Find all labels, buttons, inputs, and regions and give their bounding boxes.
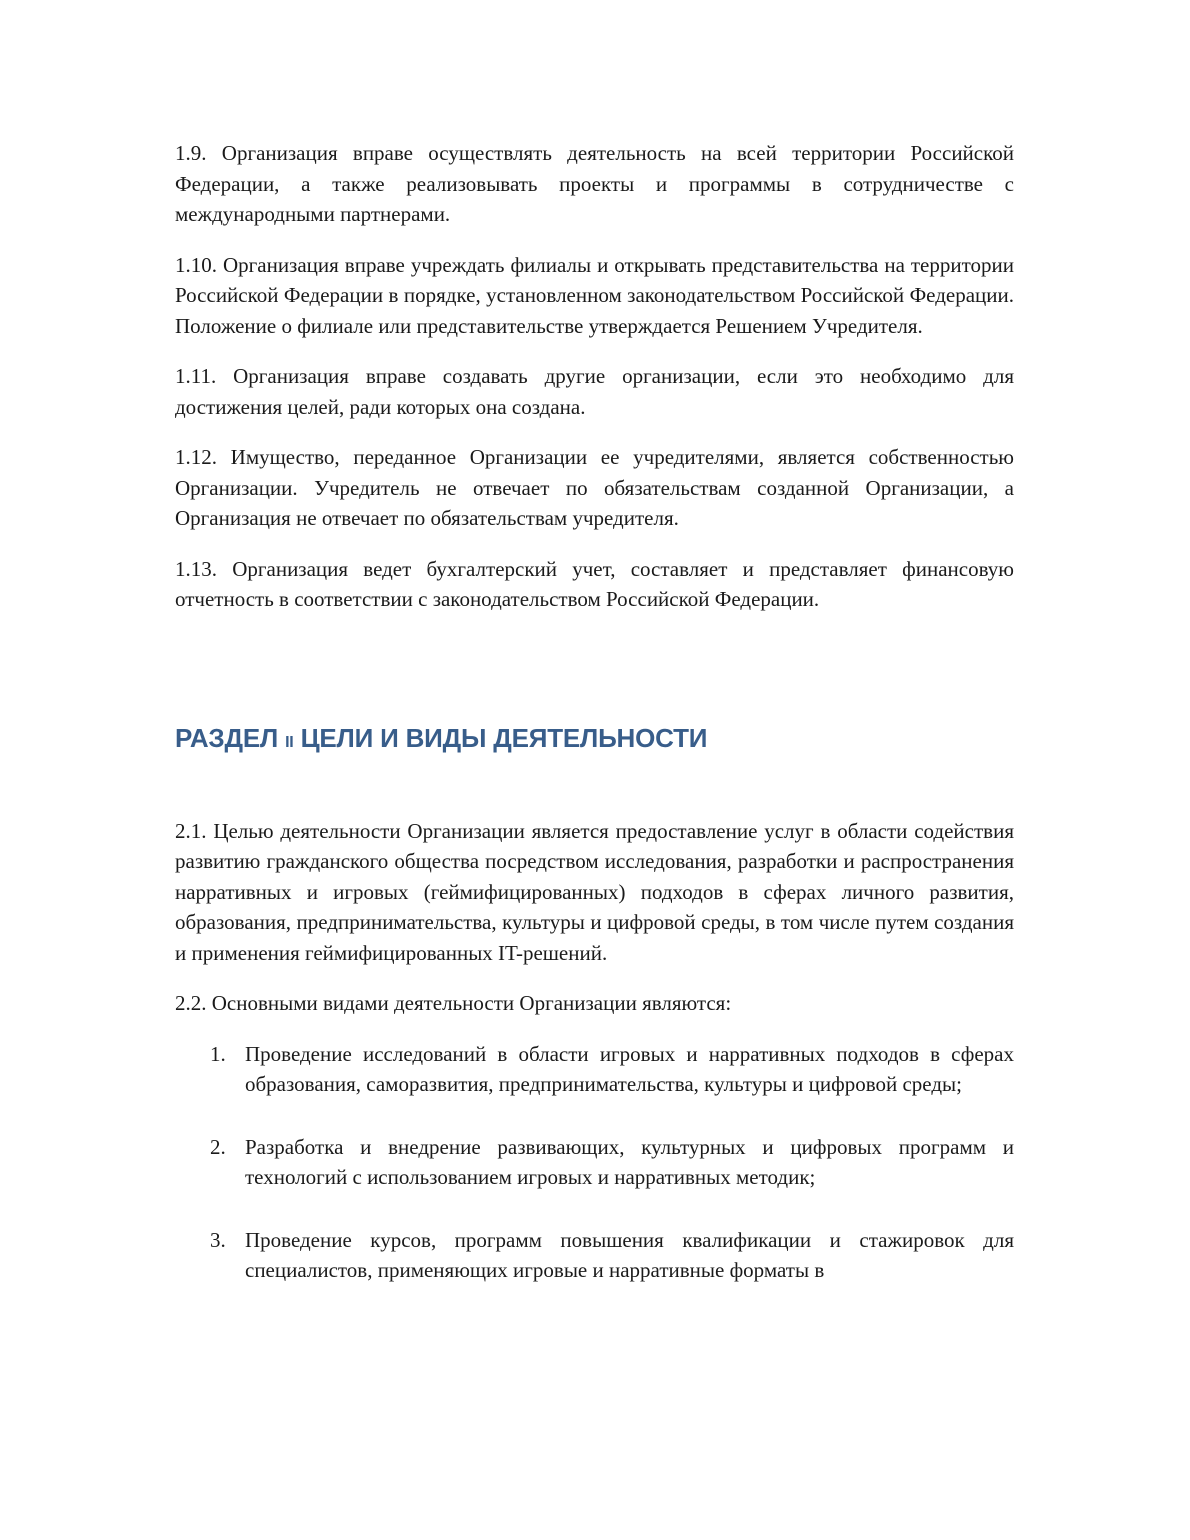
list-item-text: Разработка и внедрение развивающих, культурных и цифровых программ и технологий с использованием игровых и нарративных методик; [245, 1134, 1014, 1189]
list-item-number: 3. [210, 1227, 226, 1252]
heading-suffix: ЦЕЛИ И ВИДЫ ДЕЯТЕЛЬНОСТИ [293, 722, 708, 753]
paragraph-1-9: 1.9. Организация вправе осуществлять деятельность на всей территории Российской Федерации, а также реализовывать проекты и программы в сотрудничестве с международными партнерами. [175, 141, 1014, 226]
list-item-number: 2. [210, 1134, 226, 1159]
heading-roman-numeral: II [285, 733, 294, 751]
heading-prefix: РАЗДЕЛ [175, 722, 286, 753]
paragraph-1-10: 1.10. Организация вправе учреждать филиалы и открывать представительства на территории Российской Федерации в порядке, установленном законодательством Российской Федерации. Положение о филиале или представительстве утверждается Решением Учредителя. [175, 252, 1014, 338]
list-item [175, 1225, 1014, 1286]
section-2-heading [175, 721, 1014, 760]
list-item [175, 1039, 1014, 1100]
list-item-number: 1. [210, 1041, 226, 1066]
paragraph-1-13: 1.13. Организация ведет бухгалтерский учет, составляет и представляет финансовую отчетность в соответствии с законодательством Российской Федерации. [175, 556, 1014, 611]
paragraph-2-2: 2.2. Основными видами деятельности Организации являются: [175, 991, 732, 1015]
activities-list [175, 1039, 1014, 1286]
paragraph-1-12: 1.12. Имущество, переданное Организации ее учредителями, является собственностью Организации. Учредитель не отвечает по обязательствам созданной Организации, а Организация не отвечает по обязательствам учредителя. [175, 445, 1014, 530]
list-item-text: Проведение исследований в области игровых и нарративных подходов в сферах образования, саморазвития, предпринимательства, культуры и цифровой среды; [245, 1041, 1014, 1096]
paragraph-2-1: 2.1. Целью деятельности Организации является предоставление услуг в области содействия развитию гражданского общества посредством исследования, разработки и распространения нарративных и игровых (геймифицированных) подходов в сферах личного развития, образования, предпринимательства, культуры и цифровой среды, в том числе путем создания и применения геймифицированных IT-решений. [175, 818, 1014, 965]
list-item [175, 1132, 1014, 1193]
document-content [175, 138, 1014, 1318]
list-item-text: Проведение курсов, программ повышения квалификации и стажировок для специалистов, применяющих игровые и нарративные форматы в [245, 1227, 1014, 1282]
paragraph-1-11: 1.11. Организация вправе создавать другие организации, если это необходимо для достижения целей, ради которых она создана. [175, 364, 1014, 419]
